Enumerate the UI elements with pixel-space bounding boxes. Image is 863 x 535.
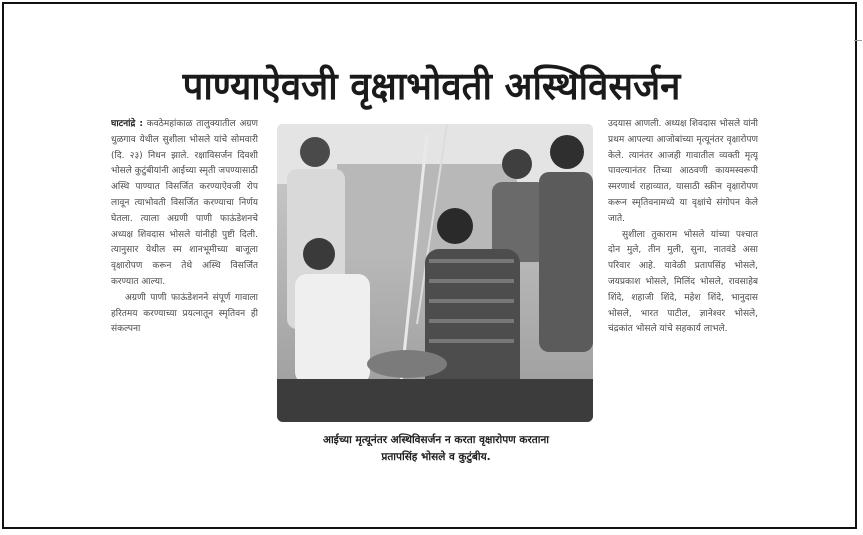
left-column [111,117,258,477]
dateline: घाटनांद्रे : [111,119,143,129]
divider [854,40,862,41]
news-photo [277,124,593,422]
paragraph [111,117,258,291]
caption-line: प्रतापसिंह भोसले व कुटुंबीय. [381,451,491,463]
caption-line: आईच्या मृत्यूनंतर अस्थिविसर्जन न करता वृक्षारोपण करताना [322,434,550,446]
paragraph: उदयास आणली. अध्यक्ष शिवदास भोसले यांनी प्रथम आपल्या आजोबांच्या मृत्यूनंतर वृक्षारोपण केले. त्यानंतर आजही गावातील व्यक्ती मृत्यू पावल्यानंतर तिच्या आठवणी कायमस्वरूपी स्मरणार्थ राहाव्यात, यासाठी स्क्रीन वृक्षारोपण करून स्मृतिवनामध्ये या वृक्षांचे संगोपन केले जाते. [608,119,758,224]
headline: पाण्याऐवजी वृक्षाभोवती अस्थिविसर्जन [182,64,681,108]
paragraph: सुशीला तुकाराम भोसले यांच्या पश्चात दोन मुले, तीन मुली, सुना, नातवंडे असा परिवार आहे. यावेळी प्रतापसिंह भोसले, जयप्रकाश भोसले, मिलिंद भोसले, रावसाहेब शिंदे, शहाजी शिंदे, महेश शिंदे, भानुदास भोसले, भारत पाटील, ज्ञानेश्वर भोसले, चंद्रकांत भोसले यांचे सहकार्य लाभले. [608,229,758,335]
right-column [608,117,758,477]
photo-caption [266,432,606,466]
photo-illustration [277,124,593,422]
paragraph: अग्रणी पाणी फाऊंडेशनने संपूर्ण गावाला हरितमय करण्याच्या प्रयत्नातून स्मृतिवन ही संकल्पना [111,292,258,335]
newspaper-clipping [2,2,857,529]
paragraph-text: कवठेमहांकाळ तालुक्यातील अग्रण धुळगाव येथील सुशीला भोसले यांचे सोमवारी (दि. २३) निधन झाले. रक्षाविसर्जन दिवशी भोसले कुटुंबीयांनी आईच्या स्मृती जपण्यासाठी अस्थि पाण्यात विसर्जित करण्याऐवजी रोप लावून त्याभोवती विसर्जित करण्याचा निर्णय घेतला. त्याला अग्रणी पाणी फाऊंडेशनचे अध्यक्ष शिवदास भोसले यांनीही पुष्टी दिली. त्यानुसार येथील स्म शानभूमीच्या बाजूला वृक्षारोपण करून तेथे अस्थि विसर्जित करण्यात आल्या. [111,119,258,287]
